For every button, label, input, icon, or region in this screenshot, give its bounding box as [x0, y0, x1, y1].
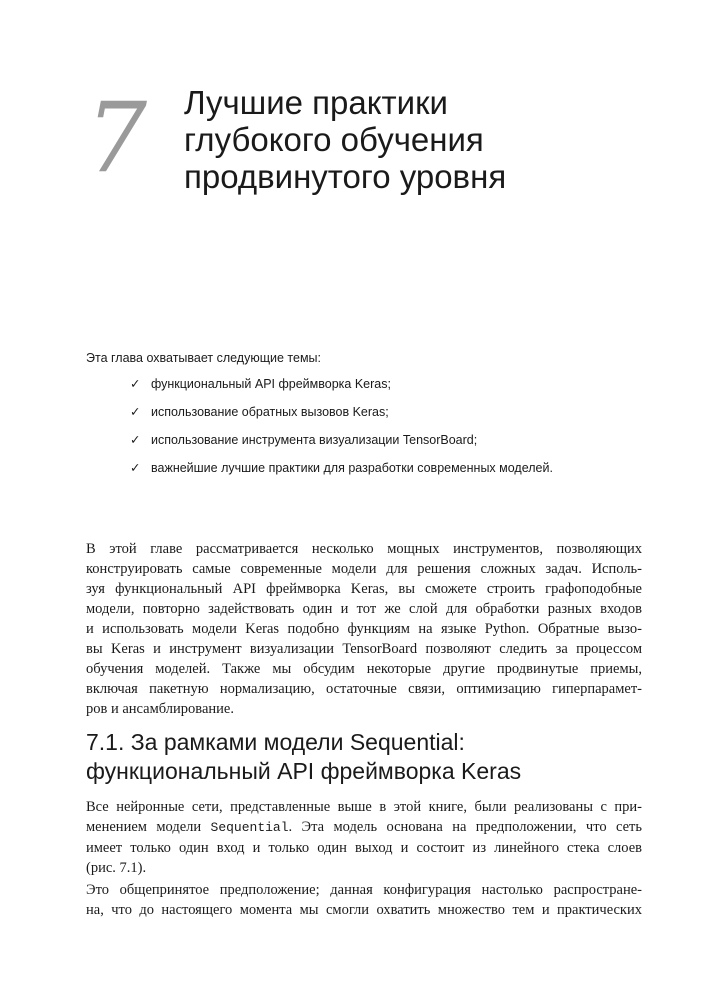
checkmark-icon: ✓	[130, 460, 141, 475]
chapter-title-line: Лучшие практики	[184, 84, 448, 121]
paragraph-line: Это общепринятое предположение; данная конфигурация настолько распростране-	[86, 882, 642, 898]
paragraph-line: на, что до настоящего момента мы смогли охватить множество тем и практических	[86, 902, 642, 918]
topic-item-label: функциональный API фреймворка Keras;	[151, 377, 391, 391]
paragraph-text: . Эта модель основана на предположении, что сеть	[288, 819, 642, 835]
chapter-title-line: глубокого обучения	[184, 121, 484, 158]
topics-list	[130, 374, 553, 486]
topic-item	[130, 402, 553, 430]
chapter-title	[184, 84, 654, 195]
topics-intro: Эта глава охватывает следующие темы:	[86, 351, 322, 365]
topic-item-label: важнейшие лучшие практики для разработки современных моделей.	[151, 461, 553, 475]
paragraph-line: включая пакетную нормализацию, остаточные связи, оптимизацию гиперпарамет-	[86, 681, 642, 697]
section-heading	[86, 728, 521, 786]
paragraph-line: (рис. 7.1).	[86, 860, 147, 876]
topic-item-label: использование обратных вызовов Keras;	[151, 405, 389, 419]
checkmark-icon: ✓	[130, 376, 141, 391]
topic-item	[130, 374, 553, 402]
topic-item-label: использование инструмента визуализации TensorBoard;	[151, 433, 478, 447]
section-paragraph-2	[86, 880, 642, 920]
topic-item	[130, 458, 553, 486]
section-heading-line: функциональный API фреймворка Keras	[86, 758, 522, 784]
paragraph-line: В этой главе рассматривается несколько мощных инструментов, позволяющих	[86, 541, 642, 557]
paragraph-text: менением модели	[86, 819, 211, 835]
chapter-title-line: продвинутого уровня	[184, 158, 507, 195]
paragraph-line: конструировать самые современные модели для решения сложных задач. Исполь-	[86, 561, 642, 577]
chapter-number: 7	[86, 82, 148, 194]
intro-paragraph	[86, 539, 642, 719]
inline-code: Sequential	[210, 820, 289, 835]
paragraph-line: вы Keras и инструмент визуализации TensorBoard позволяют следить за процессом	[86, 641, 642, 657]
paragraph-line: Все нейронные сети, представленные выше в этой книге, были реализованы с при-	[86, 799, 642, 815]
paragraph-line: ров и ансамблирование.	[86, 701, 234, 717]
paragraph-line: имеет только один вход и только один выход и состоит из линейного стека слоев	[86, 840, 642, 856]
paragraph-line: и использовать модели Keras подобно функциям на языке Python. Обратные вызо-	[86, 621, 642, 637]
paragraph-line: обучения моделей. Также мы обсудим некоторые другие продвинутые приемы,	[86, 661, 642, 677]
paragraph-line	[86, 817, 642, 838]
checkmark-icon: ✓	[130, 404, 141, 419]
paragraph-line: зуя функциональный API фреймворка Keras, вы сможете строить графоподобные	[86, 581, 642, 597]
topic-item	[130, 430, 553, 458]
section-paragraph-1	[86, 797, 642, 878]
paragraph-line: модели, повторно задействовать один и тот же слой для обработки разных входов	[86, 601, 642, 617]
checkmark-icon: ✓	[130, 432, 141, 447]
section-heading-line: 7.1. За рамками модели Sequential:	[86, 729, 465, 755]
